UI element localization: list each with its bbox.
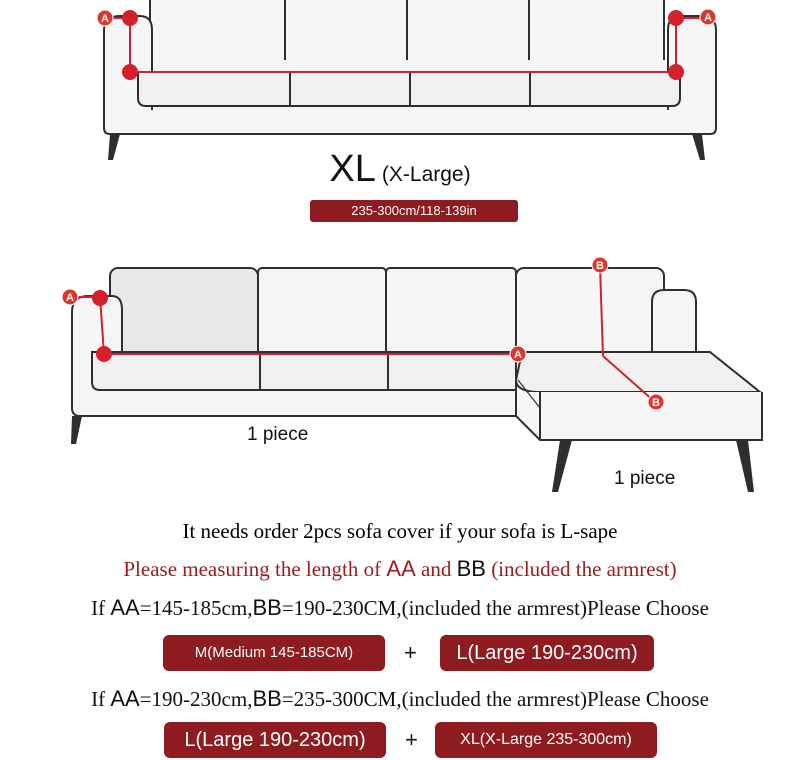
seat-cushion	[530, 72, 680, 106]
marker-a-left: A	[66, 292, 74, 304]
seat-cushion	[138, 72, 290, 106]
option2-choice-right: XL(X-Large 235-300cm)	[435, 722, 657, 758]
size-title-main: XL	[329, 148, 376, 190]
option2-plus: +	[405, 727, 418, 752]
option2-aa: AA	[110, 686, 140, 711]
option1-choice-left: M(Medium 145-185CM)	[163, 635, 385, 671]
option1-aa: AA	[110, 595, 140, 620]
seat-cushion	[260, 352, 388, 390]
order-note: It needs order 2pcs sofa cover if your sofa is L-sape	[182, 519, 618, 543]
marker-b-top: B	[596, 260, 604, 272]
top-sofa	[104, 0, 716, 160]
option2-choice-left: L(Large 190-230cm)	[164, 722, 386, 758]
sofa-leg	[552, 440, 572, 492]
marker-a-right: A	[704, 12, 712, 24]
back-cushion	[258, 268, 386, 358]
measure-point	[669, 11, 683, 25]
option1-plus: +	[404, 640, 417, 665]
marker-a-corner: A	[514, 349, 522, 361]
marker-b-bottom: B	[652, 397, 660, 409]
option2-bb-range: =235-300CM,(included the armrest)Please Choose	[281, 687, 709, 711]
marker-a-left: A	[101, 13, 109, 25]
option1-bb: BB	[252, 595, 282, 620]
measure-point	[669, 65, 683, 79]
chaise-base	[516, 392, 762, 440]
measure-instruction	[0, 556, 800, 582]
piece-label-left: 1 piece	[247, 424, 309, 445]
option1-line	[0, 595, 800, 621]
option2-line	[0, 686, 800, 712]
piece-label-right: 1 piece	[614, 468, 676, 489]
size-range-badge: 235-300cm/118-139in	[310, 200, 518, 222]
back-cushion	[110, 268, 258, 358]
back-cushion	[407, 0, 529, 70]
measure-point	[123, 65, 137, 79]
size-title	[0, 148, 800, 191]
l-sofa	[71, 268, 762, 492]
seat-cushion	[290, 72, 410, 106]
right-arm	[652, 290, 696, 352]
measure-suffix: (included the armrest)	[491, 557, 677, 581]
measure-point	[123, 11, 137, 25]
seat-cushion	[92, 352, 260, 390]
option2-if: If	[91, 687, 106, 711]
option1-bb-range: =190-230CM,(included the armrest)Please Choose	[281, 596, 709, 620]
back-cushion	[150, 0, 285, 70]
measure-and: and	[421, 557, 452, 581]
back-cushion	[386, 268, 516, 358]
option2-bb: BB	[252, 686, 282, 711]
back-cushion	[285, 0, 407, 70]
option1-choice-right: L(Large 190-230cm)	[440, 635, 654, 671]
option1-aa-range: =145-185cm,	[139, 596, 253, 620]
measure-aa: AA	[386, 556, 416, 581]
back-cushion	[516, 268, 664, 358]
measure-bb: BB	[456, 556, 486, 581]
option2-aa-range: =190-230cm,	[139, 687, 253, 711]
back-cushion	[529, 0, 664, 70]
seat-cushion	[410, 72, 530, 106]
sofa-leg	[736, 440, 754, 492]
option1-if: If	[91, 596, 106, 620]
measure-prefix: Please measuring the length of	[123, 557, 382, 581]
seat-cushion	[388, 352, 516, 390]
size-title-sub: (X-Large)	[381, 163, 471, 186]
sofa-leg	[71, 416, 82, 444]
